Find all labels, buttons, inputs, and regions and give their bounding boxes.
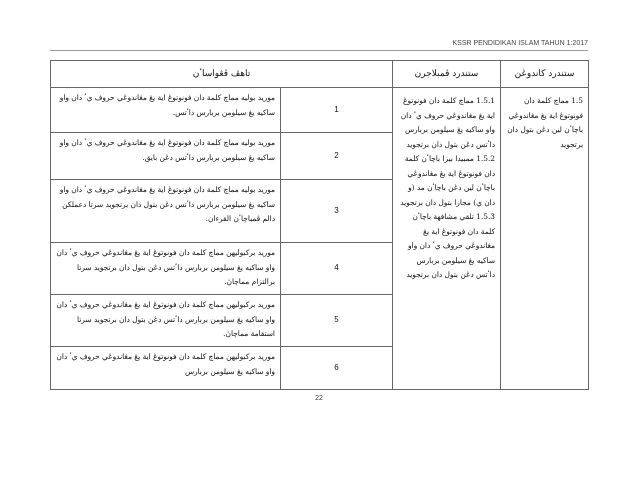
level-cell: 1 — [281, 88, 393, 133]
description-cell: موريد برکبوليهن مماچ کلمة دان فونوتوڠ اية يڠ مڠاندوڠي حروف يٴ دان واو ساکيه يڠ سيلومن بربارس — [51, 347, 281, 390]
table-header-row — [51, 61, 589, 88]
page-number: 22 — [315, 395, 323, 402]
content-standard-cell: 1.5 مماچ کلمة دان فونوتوڠ اية يڠ مڠاندوڠي باچاٴن لين دڠن بتول دان برتجويد — [501, 88, 589, 390]
standards-table — [50, 60, 589, 390]
description-cell: موريد برکبوليهن مماچ کلمة دان فونوتوڠ اية يڠ مڠاندوڠي حروف يٴ دان واو ساکيه يڠ سيلومن بربارس داٴتس دڠن بتول دان برتجويد سرتا برالتزام مماچاڽ. — [51, 243, 281, 295]
description-cell: موريد برکبوليهن مماچ کلمة دان فونوتوڠ اية يڠ مڠاندوڠي حروف يٴ دان واو ساکيه يڠ سيلومن بربارس داٴتس دڠن بتول دان برتجويد سرتا استقامة مماچاڽ. — [51, 295, 281, 347]
level-cell: 2 — [281, 133, 393, 180]
learning-standard-cell: 1.5.1 مماچ کلمة دان فونوتوڠ اية يڠ مڠاندوڠي حروف يٴ دان واو ساکيه يڠ سيلومن بربارس داٴتس دڠن بتول دان برتجويد 1.5.2 ممبيدا بيزا باچاٴن کلمة دان فونوتوڠ اية يڠ مڠاندوڠي باچاٴن لين دڠن باچاٴن مد (و دان ي) مجازا بتول دان برتجويد 1.5.3 تلقي مشافهة باچاٴن کلمة دان فونوتوڠ اية يڠ مڠاندوڠي حروف يٴ دان واو ساکيه يڠ سيلومن بربارس داٴتس دڠن بتول دان برتجويد — [393, 88, 501, 390]
description-cell: موريد بوليه مماچ کلمة دان فونوتوڠ اية يڠ مڠاندوڠي حروف يٴ دان واو ساکيه يڠ سيلومن بربارس داٴتس دڠن بتول دان برتجويد سرتا دعملکن دالم ڤمباچاٴن القرءان. — [51, 180, 281, 243]
header-mastery-level: تاهڤ ڤڠواساٴن — [51, 61, 393, 88]
table-row — [51, 88, 589, 133]
header-rule — [50, 50, 588, 51]
header-learning-standard: ستندرد ڤمبلاجرن — [393, 61, 501, 88]
description-cell: موريد بوليه مماچ کلمة دان فونوتوڠ اية يڠ مڠاندوڠي حروف يٴ دان واو ساکيه يڠ سيلومن بربارس داٴتس دڠن بايق. — [51, 133, 281, 180]
level-cell: 5 — [281, 295, 393, 347]
level-cell: 6 — [281, 347, 393, 390]
header-content-standard: ستندرد کاندوڠن — [501, 61, 589, 88]
level-cell: 4 — [281, 243, 393, 295]
level-cell: 3 — [281, 180, 393, 243]
document-header: KSSR PENDIDIKAN ISLAM TAHUN 1:2017 — [452, 40, 588, 47]
description-cell: موريد بوليه مماچ کلمة دان فونوتوڠ اية يڠ مڠاندوڠي حروف يٴ دان واو ساکيه يڠ سيلومن بربارس داٴتس. — [51, 88, 281, 133]
